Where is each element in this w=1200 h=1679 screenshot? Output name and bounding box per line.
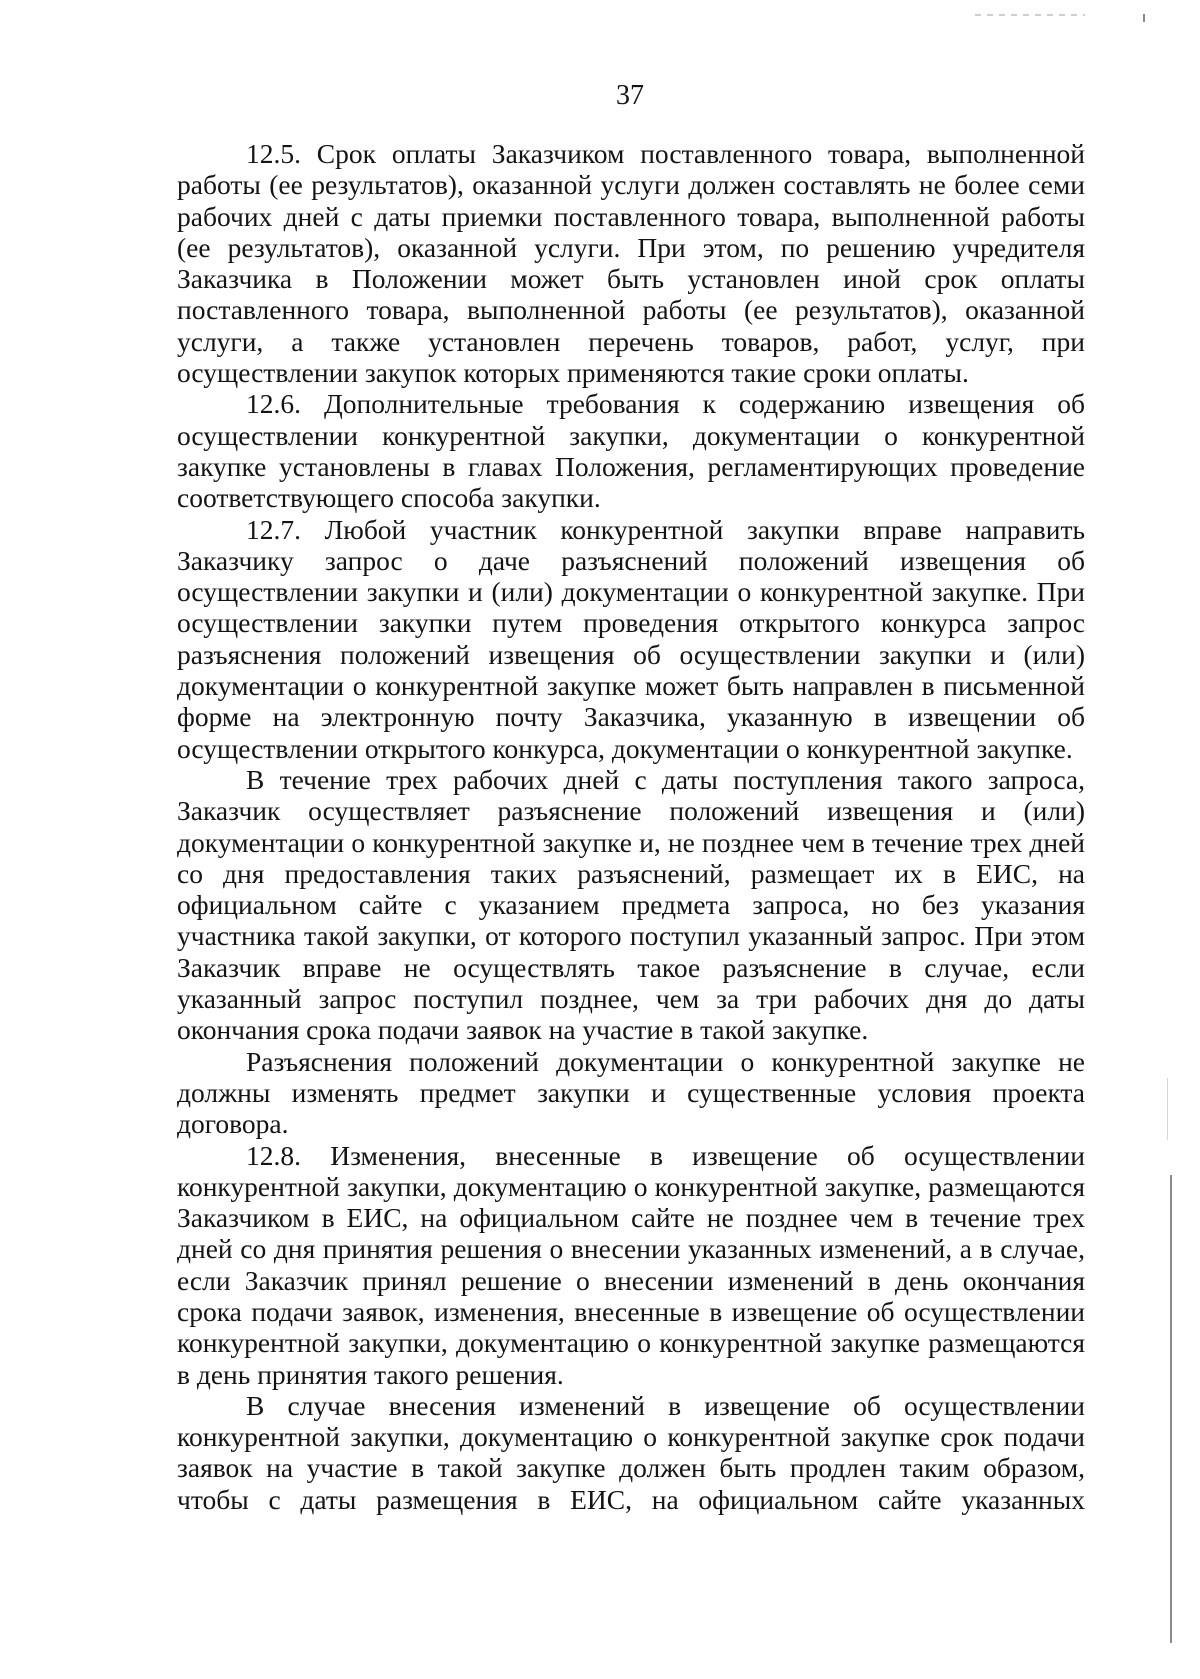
- paragraph-12-8: 12.8. Изменения, внесенные в извещение об осуществлении конкурентной закупки, документацию о конкурентной закупке, размещаются Заказчиком в ЕИС, на официальном сайте не позднее чем в течение трех дней со дня принятия решения о внесении указанных изменений, а в случае, если Заказчик принял решение о внесении изменений в день окончания срока подачи заявок, изменения, внесенные в извещение об осуществлении конкурентной закупки, документацию о конкурентной закупке размещаются в день принятия такого решения.: [177, 1139, 1085, 1390]
- scan-edge-line: [1167, 1078, 1168, 1140]
- paragraph-12-7-clarification-terms: В течение трех рабочих дней с даты поступления такого запроса, Заказчик осуществляет разъяснение положений извещения и (или) документации о конкурентной закупке и, не позднее чем в течение трех дней со дня предоставления таких разъяснений, размещает их в ЕИС, на официальном сайте с указанием предмета запроса, но без указания участника такой закупки, от которого поступил указанный запрос. При этом Заказчик вправе не осуществлять такое разъяснение в случае, если указанный запрос поступил позднее, чем за три рабочих дня до даты окончания срока подачи заявок на участие в такой закупке.: [177, 763, 1085, 1046]
- page-number: 37: [616, 80, 644, 111]
- document-body: [177, 138, 1085, 1515]
- paragraph-12-6: 12.6. Дополнительные требования к содержанию извещения об осуществлении конкурентной закупки, документации о конкурентной закупке установлены в главах Положения, регламентирующих проведение соответствующего способа закупки.: [177, 388, 1085, 514]
- paragraph-12-5: 12.5. Срок оплаты Заказчиком поставленного товара, выполненной работы (ее результатов), оказанной услуги должен составлять не более семи рабочих дней с даты приемки поставленного товара, выполненной работы (ее результатов), оказанной услуги. При этом, по решению учредителя Заказчика в Положении может быть установлен иной срок оплаты поставленного товара, выполненной работы (ее результатов), оказанной услуги, а также установлен перечень товаров, работ, услуг, при осуществлении закупок которых применяются такие сроки оплаты.: [177, 138, 1085, 389]
- paragraph-12-8-deadline-extension: В случае внесения изменений в извещение об осуществлении конкурентной закупки, документацию о конкурентной закупке срок подачи заявок на участие в такой закупке должен быть продлен таким образом, чтобы с даты размещения в ЕИС, на официальном сайте указанных: [177, 1389, 1085, 1515]
- paragraph-12-7: 12.7. Любой участник конкурентной закупки вправе направить Заказчику запрос о даче разъяснений положений извещения об осуществлении закупки и (или) документации о конкурентной закупке. При осуществлении закупки путем проведения открытого конкурса запрос разъяснения положений извещения об осуществлении закупки и (или) документации о конкурентной закупке может быть направлен в письменной форме на электронную почту Заказчика, указанную в извещении об осуществлении открытого конкурса, документации о конкурентной закупке.: [177, 513, 1085, 764]
- paragraph-12-7-clarification-limits: Разъяснения положений документации о конкурентной закупке не должны изменять предмет закупки и существенные условия проекта договора.: [177, 1045, 1085, 1140]
- scan-edge-marks: [975, 14, 1085, 16]
- scan-edge-line: [1170, 1175, 1172, 1643]
- scan-edge-line: [1143, 14, 1145, 22]
